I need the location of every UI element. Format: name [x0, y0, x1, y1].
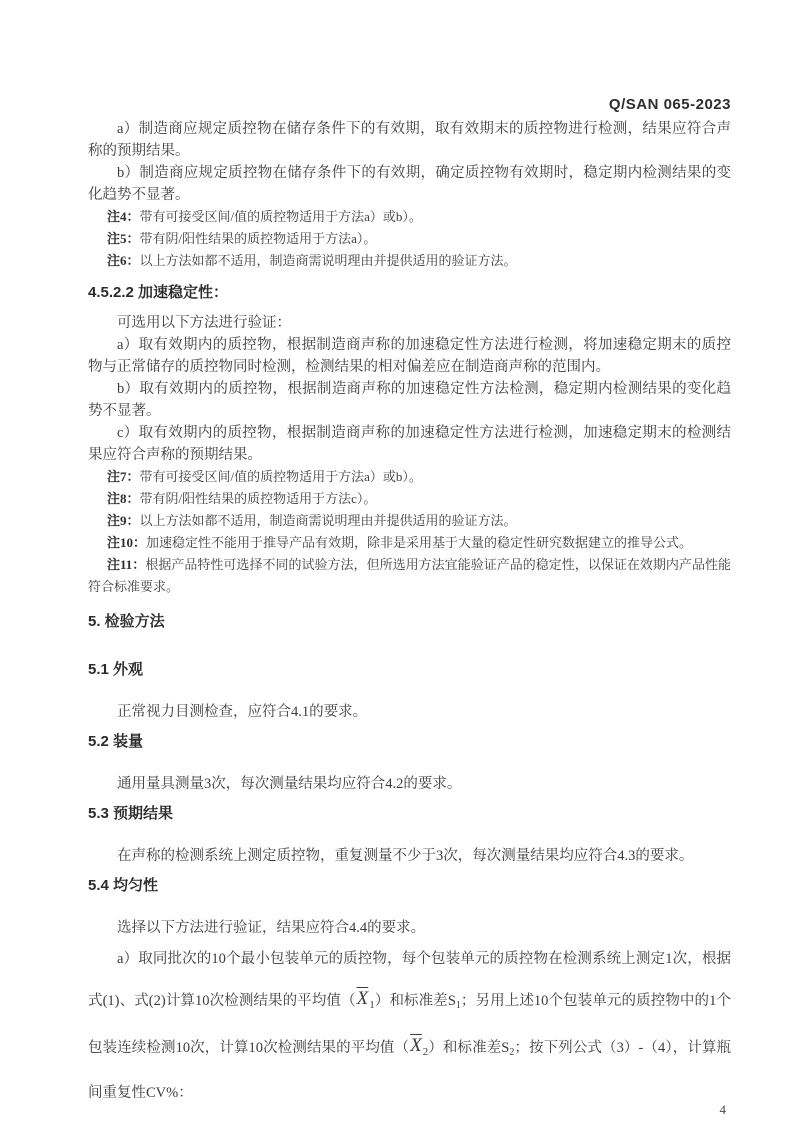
document-code: Q/SAN 065-2023 — [608, 96, 731, 113]
formula-text: ）和标准差S — [428, 1040, 510, 1056]
heading-section: 5.4 均匀性 — [88, 877, 159, 894]
note-text: 带有可接受区间/值的质控物适用于方法a）或b）。 — [139, 469, 422, 484]
paragraph: b）制造商应规定质控物在储存条件下的有效期，确定质控物有效期时，稳定期内检测结果的变化趋势不显著。 — [88, 165, 731, 203]
xbar-base: $\overline{X}$ — [410, 1035, 422, 1056]
heading-sub: 4.5.2.2 加速稳定性： — [88, 284, 229, 301]
paragraph: b）取有效期内的质控物，根据制造商声称的加速稳定性方法检测，稳定期内检测结果的变化趋势不显著。 — [88, 381, 731, 419]
note-label: 注9： — [107, 513, 140, 528]
note — [88, 510, 731, 532]
subscript: 2 — [509, 1047, 515, 1058]
xbar-subscript: 1 — [369, 999, 375, 1011]
note-text: 以上方法如都不适用，制造商需说明理由并提供适用的验证方法。 — [139, 513, 517, 528]
paragraph: 正常视力目测检查，应符合4.1的要求。 — [117, 704, 368, 720]
note — [88, 466, 731, 488]
note — [88, 488, 731, 510]
note — [88, 228, 731, 250]
note — [88, 532, 731, 554]
note-label: 注11： — [107, 557, 146, 572]
note-text: 以上方法如都不适用，制造商需说明理由并提供适用的验证方法。 — [139, 253, 517, 268]
paragraph: a）取有效期内的质控物，根据制造商声称的加速稳定性方法进行检测，将加速稳定期末的质控物与正常储存的质控物同时检测，检测结果的相对偏差应在制造商声称的范围内。 — [88, 337, 731, 375]
document-body — [88, 118, 731, 1113]
paragraph: 在声称的检测系统上测定质控物，重复测量不少于3次，每次测量结果均应符合4.3的要求。 — [117, 848, 694, 864]
paragraph: 通用量具测量3次，每次测量结果均应符合4.2的要求。 — [117, 776, 462, 792]
note-text: 带有可接受区间/值的质控物适用于方法a）或b）。 — [139, 209, 422, 224]
heading-section: 5.3 预期结果 — [88, 805, 174, 822]
paragraph: c）取有效期内的质控物，根据制造商声称的加速稳定性方法进行检测，加速稳定期末的检测结果应符合声称的预期结果。 — [88, 425, 731, 463]
paragraph: 选择以下方法进行验证，结果应符合4.4的要求。 — [117, 920, 426, 936]
paragraph-with-formula — [88, 939, 731, 1113]
page-number: 4 — [719, 1102, 726, 1117]
note-label: 注10： — [107, 535, 147, 550]
note-label: 注7： — [107, 469, 140, 484]
note — [88, 250, 731, 272]
formula-text: ；按下列公式（3）-（4），计算瓶间重复性CV%： — [88, 1040, 732, 1101]
formula-text: a）取同批次的10个最小包装单元的质控物，每个包装单元的质控物在检测系统上测定1次，根据式(1)、式(2)计算10次检测结果的平均值（ — [88, 951, 731, 1009]
heading-chapter: 5. 检验方法 — [88, 613, 165, 630]
note-label: 注5： — [107, 231, 140, 246]
note — [88, 206, 731, 228]
note-label: 注4： — [107, 209, 140, 224]
note-label: 注8： — [107, 491, 140, 506]
note-text: 带有阴/阳性结果的质控物适用于方法c）。 — [139, 491, 377, 506]
heading-section: 5.2 装量 — [88, 733, 144, 750]
paragraph: a）制造商应规定质控物在储存条件下的有效期，取有效期末的质控物进行检测，结果应符合声称的预期结果。 — [88, 121, 731, 159]
paragraph: 可选用以下方法进行验证： — [117, 315, 291, 331]
subscript: 1 — [455, 1000, 461, 1011]
formula-text: ；另用上述10个包装单元的质控物中的1个包装连续检测10次，计算10次检测结果的平均值（ — [88, 993, 731, 1056]
formula-text: ）和标准差S — [374, 993, 456, 1009]
heading-section: 5.1 外观 — [88, 661, 144, 678]
note-label: 注6： — [107, 253, 140, 268]
note-text: 根据产品特性可选择不同的试验方法，但所选用方法宜能验证产品的稳定性，以保证在效期内产品性能符合标准要求。 — [88, 557, 731, 594]
xbar-subscript: 2 — [422, 1046, 429, 1058]
xbar-base: $\overline{X}$ — [356, 988, 369, 1009]
note — [88, 554, 731, 598]
note-text: 带有阴/阳性结果的质控物适用于方法a）。 — [139, 231, 377, 246]
note-text: 加速稳定性不能用于推导产品有效期，除非是采用基于大量的稳定性研究数据建立的推导公式。 — [146, 535, 693, 550]
xbar-symbol — [356, 988, 375, 1011]
xbar-symbol — [409, 1035, 429, 1058]
